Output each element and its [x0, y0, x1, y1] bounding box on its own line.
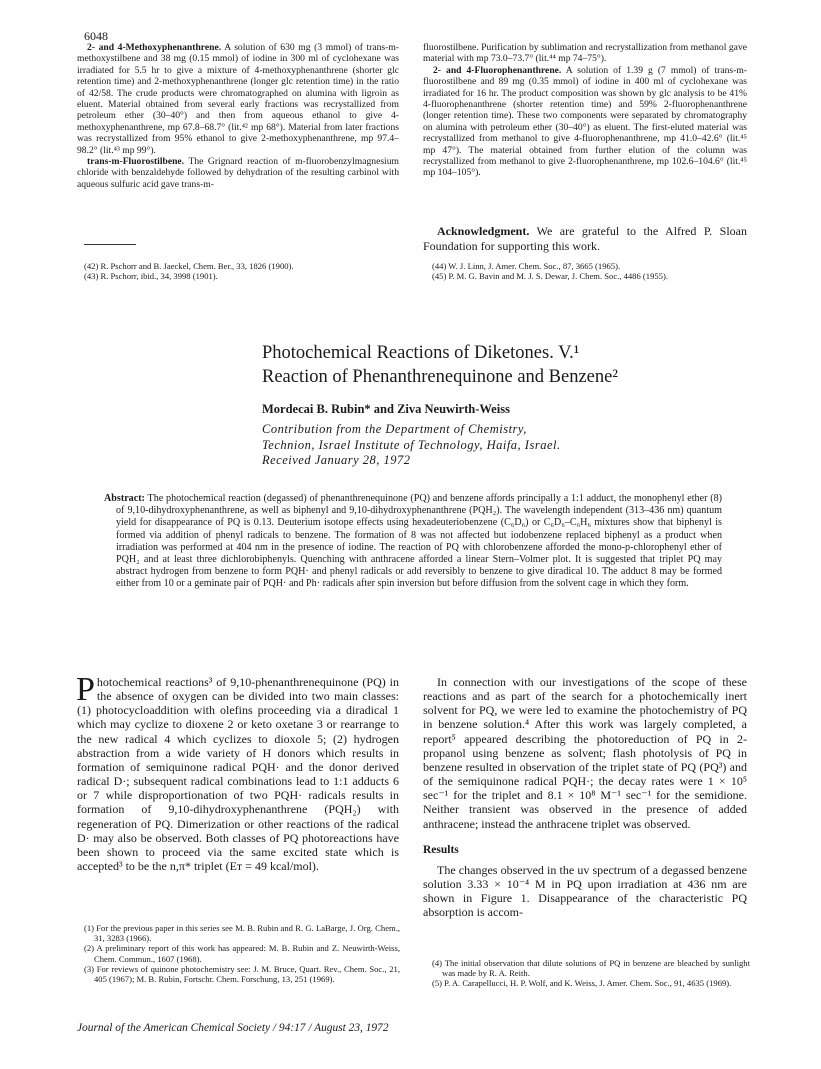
- footnote: (2) A preliminary report of this work has appeared: M. B. Rubin and Z. Neuwirth-Weiss, Chem. Commun., 1607 (1968).: [84, 943, 400, 964]
- abstract-label: Abstract:: [104, 493, 145, 504]
- paragraph-heading: trans-m-Fluorostilbene.: [87, 156, 185, 168]
- ack-heading: Acknowledgment.: [437, 224, 530, 238]
- top-left-column: [77, 42, 399, 190]
- received-date: Received January 28, 1972: [262, 453, 411, 467]
- top-footnotes-left: [84, 261, 400, 281]
- drop-cap: P: [76, 671, 95, 708]
- results-heading: Results: [423, 843, 459, 856]
- top-right-column: [423, 42, 747, 179]
- footnote: (5) P. A. Carapellucci, H. P. Wolf, and K. Weiss, J. Amer. Chem. Soc., 91, 4635 (1969).: [432, 978, 732, 989]
- journal-footer: Journal of the American Chemical Society / 94:17 / August 23, 1972: [77, 1022, 389, 1034]
- footnote: (1) For the previous paper in this series see M. B. Rubin and R. G. LaBarge, J. Org. Chem., 31, 3283 (1966).: [84, 923, 400, 944]
- fluorostilbene-paragraph: [77, 156, 399, 190]
- intro-column: [76, 671, 399, 874]
- fluorophenanthrene-paragraph: [423, 65, 747, 179]
- fluorostilbene-continuation: fluorostilbene. Purification by sublimation and recrystallization from methanol gave material with mp 73.0–73.7° (lit.⁴⁴ mp 74–75°).: [423, 42, 747, 65]
- paragraph-heading: 2- and 4-Methoxyphenanthrene.: [87, 42, 222, 53]
- affiliation-line: Technion, Israel Institute of Technology, Haifa, Israel.: [262, 437, 561, 452]
- page-number: 6048: [84, 29, 108, 43]
- footnote: (45) P. M. G. Bavin and M. J. S. Dewar, J. Chem. Soc., 4486 (1955).: [432, 271, 668, 282]
- footnote: (43) R. Pschorr, ibid., 34, 3998 (1901).: [84, 271, 218, 282]
- intro-paragraph: [76, 671, 399, 874]
- paragraph-text: The Grignard reaction of m-fluorobenzylmagnesium chloride with benzaldehyde followed by dehydration of the resulting carbinol with aqueous sulfuric acid gave trans-m-: [77, 156, 399, 190]
- paragraph-heading: 2- and 4-Fluorophenanthrene.: [433, 64, 562, 76]
- article-authors: Mordecai B. Rubin* and Ziva Neuwirth-Weiss: [262, 402, 510, 416]
- body-paragraph: In connection with our investigations of the scope of these reactions and as part of the search for a photochemically inert solvent for PQ, we were led to examine the photochemistry of PQ in benzene solution.⁴ After this work was largely completed, a report⁵ appeared describing the photoreduction of PQ in 2-propanol using benzene as solvent; flash photolysis of PQ in benzene resulted in observation of the triplet state of PQ (PQ³) and of the semiquinone radical PQH·; the decay rates were 1 × 10⁵ sec⁻¹ for the triplet and 8.1 × 10⁸ M⁻¹ sec⁻¹ for the semidione. Neither transient was observed in the presence of added anthracene; instead the anthracene triplet was observed.: [423, 675, 747, 831]
- acknowledgment: [423, 224, 747, 253]
- intro-text: hotochemical reactions³ of 9,10-phenanthrenequinone (PQ) in the absence of oxygen can be divided into two main classes: (1) photocycloaddition with olefins proceeding via a diradical 1 which may cyclize to dioxene 2 or keto oxetane 3 or rearrange to the new radical 4 which cyclizes to dioxole 5; (2) hydrogen abstraction from a wide variety of H donors which results in formation of semiquinone radical PQH· and the donor derived radical D·; subsequent radical combinations lead to 1:1 adducts 6 or 7 while disproportionation of two PQH· radicals results in formation of 9,10-dihydroxyphenanthrene (PQH₂) with regeneration of PQ. Dimerization or other reactions of the radical D· may also be observed. Both classes of PQ photoreactions have been shown to proceed via the same excited state which is accepted³ to be the n,π* triplet (Eᴛ = 49 kcal/mol).: [77, 675, 399, 874]
- title-line: Photochemical Reactions of Diketones. V.¹: [262, 343, 580, 363]
- paragraph-text: A solution of 630 mg (3 mmol) of trans-m-methoxystilbene and 38 mg (0.15 mmol) of iodine in 300 ml of cyclohexane was irradiated for 5.5 hr to give a mixture of 4-methoxyphenanthrene (shorter glc retention time) and 2-methoxyphenanthrene (longer glc retention time) in the ratio of 42/58. The crude products were chromatographed on alumina with ligroin as eluent. Material obtained from several early fractions was recrystallized from petroleum ether (30–40°) and then from aqueous ethanol to give 4-methoxyphenanthrene, mp 67.8–68.7° (lit.⁴² mp 68°). Material from later fractions was recrystallized from 95% ethanol to give 2-methoxyphenanthrene, mp 97.4–98.2° (lit.⁴³ mp 99°).: [77, 42, 399, 156]
- abstract-text: The photochemical reaction (degassed) of phenanthrenequinone (PQ) and benzene affords principally a 1:1 adduct, the monophenyl ether (8) of 9,10-dihydroxyphenanthrene, as well as biphenyl and 9,10-dihydroxyphenanthrene (PQH₂). The wavelength independent (313–436 nm) quantum yield for disappearance of PQ is 0.13. Deuterium isotope effects using hexadeuteriobenzene (C₆D₆) or C₆D₆–C₆H₆ mixtures show that biphenyl is formed via addition of phenyl radicals to benzene. The formation of 8 was not affected but iodobenzene replaced biphenyl as a product when irradiation was performed at 404 nm in the presence of iodine. The reaction of PQ with chlorobenzene afforded the mono-p-chlorophenyl ether of PQH₂ and at least three dichlorobiphenyls. Quenching with anthracene afforded a linear Stern–Volmer plot. It is suggested that triplet PQ may abstract hydrogen from benzene to form PQH· and phenyl radicals or add reversibly to benzene to give diradical 10. The adduct 8 may be formed either from 10 or a geminate pair of PQH· and Ph· radicals after spin inversion but before diffusion from the solvent cage in which they form.: [116, 493, 722, 590]
- top-footnotes-right: [432, 261, 750, 281]
- abstract: [104, 493, 722, 591]
- article-title: [262, 341, 618, 389]
- bottom-footnotes-right: [432, 958, 750, 989]
- right-body-column: [423, 675, 747, 920]
- methoxyphenanthrene-paragraph: [77, 42, 399, 156]
- title-line: Reaction of Phenanthrenequinone and Benzene²: [262, 367, 618, 387]
- ack-text: We are grateful to the Alfred P. Sloan Foundation for supporting this work.: [423, 224, 747, 253]
- affiliation: [262, 422, 561, 469]
- bottom-footnotes-left: [84, 923, 400, 984]
- footnote: (42) R. Pschorr and B. Jaeckel, Chem. Ber., 33, 1826 (1900).: [84, 261, 294, 271]
- results-paragraph: The changes observed in the uv spectrum of a degassed benzene solution 3.33 × 10⁻⁴ M in PQ upon irradiation at 436 nm are shown in Figure 1. Disappearance of the characteristic PQ absorption is accom-: [423, 862, 747, 920]
- paragraph-text: A solution of 1.39 g (7 mmol) of trans-m-fluorostilbene and 89 mg (0.35 mmol) of iodine in 400 ml of cyclohexane was irradiated for 16 hr. The product composition was shown by glc analysis to be 41% 4-fluorophenanthrene (shorter retention time) and 59% 2-fluorophenanthrene (longer retention time). These two components were separated by chromatography on alumina with petroleum ether (30–40°) as eluent. The first-eluted material was recrystallized from methanol to give 4-fluorophenanthrene, mp 41.0–42.6° (lit.⁴⁵ mp 47°). The material obtained from further elution of the column was recrystallized from methanol to give 2-fluorophenanthrene, mp 102.6–104.6° (lit.⁴⁵ mp 104–105°).: [423, 64, 747, 179]
- footnote: (44) W. J. Linn, J. Amer. Chem. Soc., 87, 3665 (1965).: [432, 261, 621, 271]
- affiliation-line: Contribution from the Department of Chemistry,: [262, 422, 527, 436]
- footnote: (3) For reviews of quinone photochemistry see: J. M. Bruce, Quart. Rev., Chem. Soc., 21, 405 (1967); M. B. Rubin, Fortschr. Chem. Forschung, 13, 251 (1969).: [84, 963, 400, 985]
- footnote-divider: [84, 244, 136, 245]
- footnote: (4) The initial observation that dilute solutions of PQ in benzene are bleached by sunlight was made by R. A. Reith.: [432, 958, 750, 979]
